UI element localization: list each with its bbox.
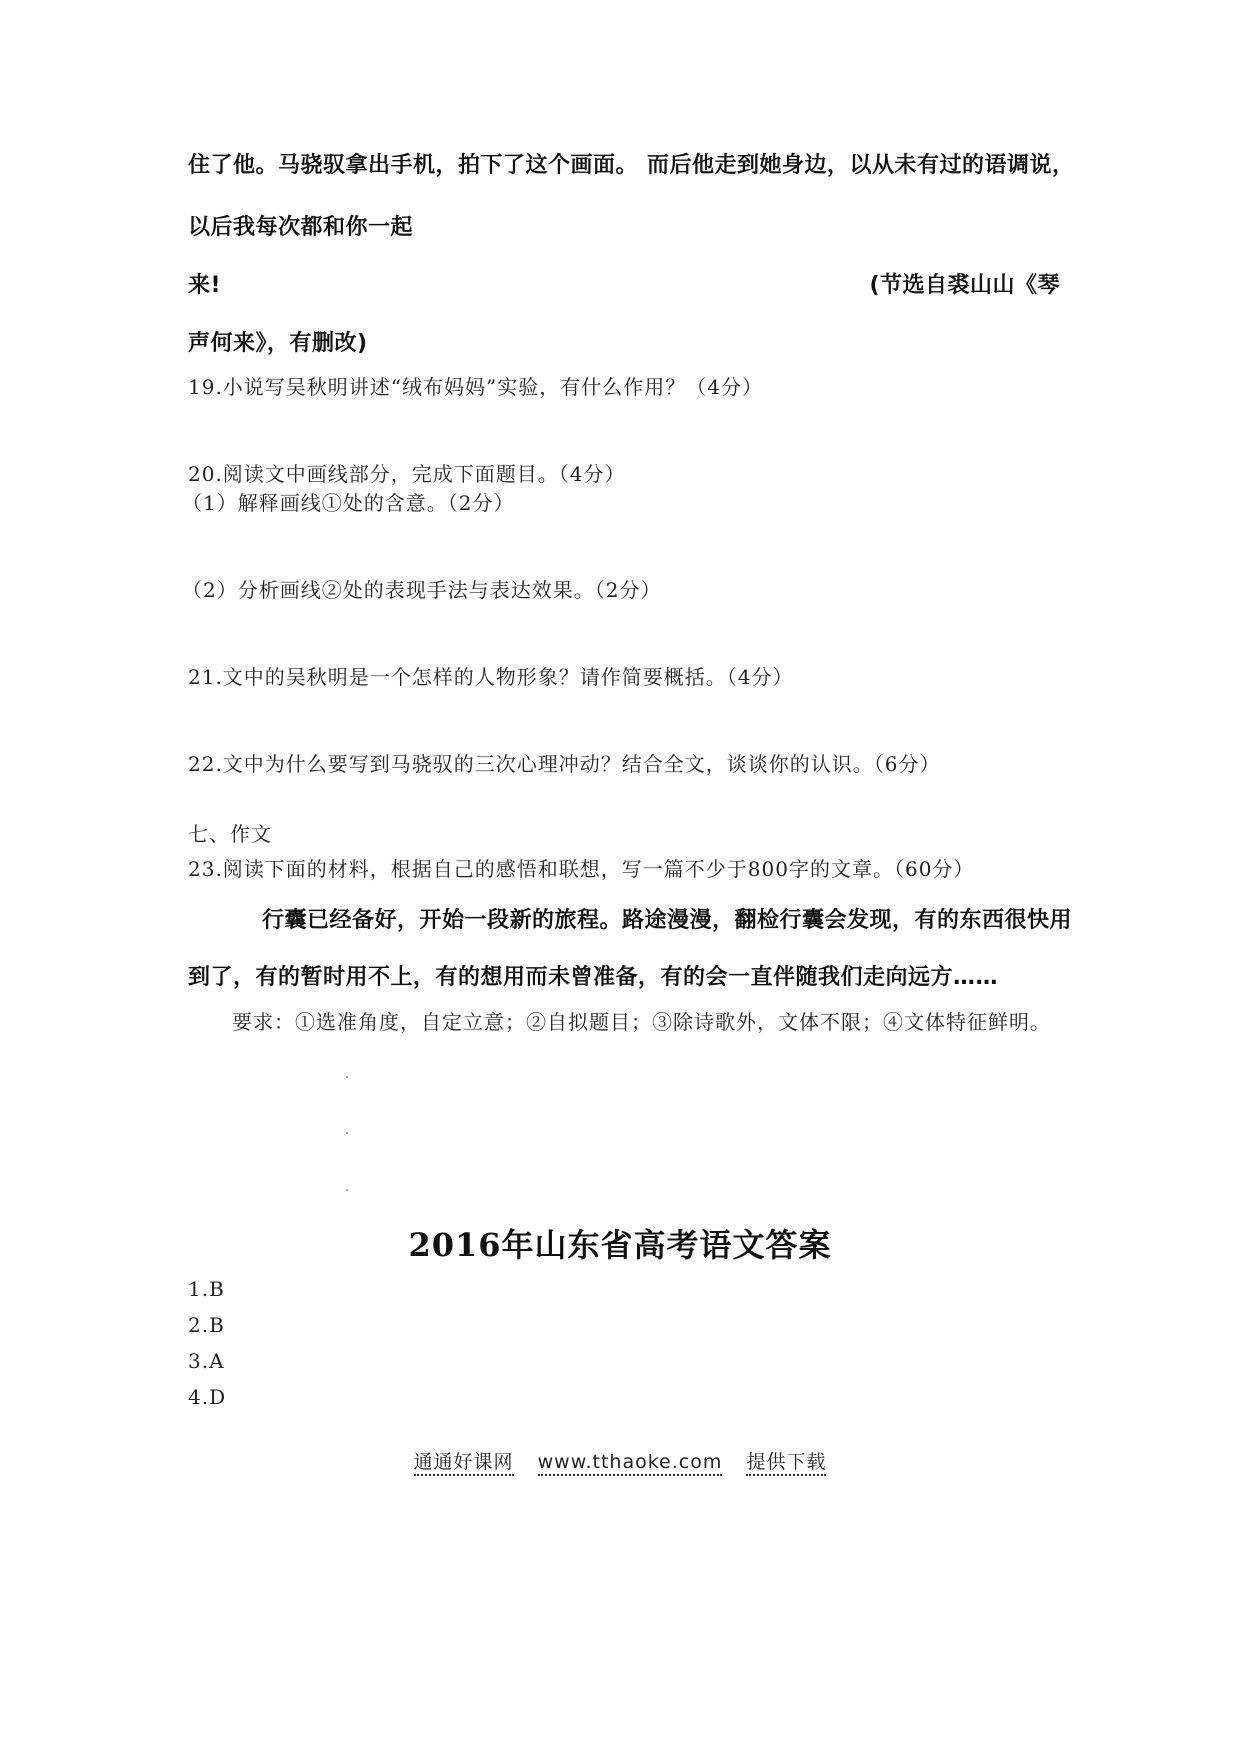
passage-line-2: 以后我每次都和你一起 xyxy=(188,215,414,240)
footer-url[interactable]: www.tthaoke.com xyxy=(538,1451,723,1476)
question-20: 20.阅读文中画线部分，完成下面题目。（4分） xyxy=(188,462,626,486)
answers-title: 2016年山东省高考语文答案 xyxy=(408,1226,832,1264)
page-footer xyxy=(0,1447,1240,1474)
answer-item: 4.D xyxy=(188,1385,227,1409)
passage-line-1b: 而后他走到她身边，以从未有过的语调说， xyxy=(647,153,1075,178)
passage-line-1a: 住了他。马骁驭拿出手机，拍下了这个画面。 xyxy=(188,153,639,178)
footer-site-name: 通通好课网 xyxy=(414,1451,514,1476)
question-20-2: （2）分析画线②处的表现手法与表达效果。（2分） xyxy=(182,578,662,602)
material-line-1: 行囊已经备好，开始一段新的旅程。路途漫漫，翻检行囊会发现，有的东西很快用 xyxy=(262,908,1073,933)
footer-suffix: 提供下载 xyxy=(746,1451,826,1476)
answer-item: 3.A xyxy=(188,1349,225,1373)
requirement-text: 要求：①选准角度，自定立意；②自拟题目；③除诗歌外，文体不限；④文体特征鲜明。 xyxy=(232,1010,1051,1034)
question-19: 19.小说写吴秋明讲述“绒布妈妈”实验，有什么作用？（4分） xyxy=(188,375,763,399)
passage-line-4: 声何来》，有删改) xyxy=(188,331,368,356)
question-21: 21.文中的吴秋明是一个怎样的人物形象？请作简要概括。（4分） xyxy=(188,665,794,689)
section-heading: 七、作文 xyxy=(188,822,272,846)
question-23: 23.阅读下面的材料，根据自己的感悟和联想，写一篇不少于800字的文章。（60分） xyxy=(188,857,975,881)
passage-source-start: (节选自裘山山《琴 xyxy=(869,273,1060,298)
question-22: 22.文中为什么要写到马骁驭的三次心理冲动？结合全文，谈谈你的认识。（6分） xyxy=(188,752,941,776)
question-20-1: （1）解释画线①处的含意。（2分） xyxy=(182,491,515,515)
passage-line-3-left: 来! xyxy=(188,273,222,298)
answer-item: 1.B xyxy=(188,1277,225,1301)
material-line-2: 到了，有的暂时用不上，有的想用而未曾准备，有的会一直伴随我们走向远方…… xyxy=(188,965,999,990)
stray-dot xyxy=(346,1132,348,1134)
answer-item: 2.B xyxy=(188,1313,225,1337)
stray-dot xyxy=(346,1189,348,1191)
stray-dot xyxy=(346,1076,348,1078)
